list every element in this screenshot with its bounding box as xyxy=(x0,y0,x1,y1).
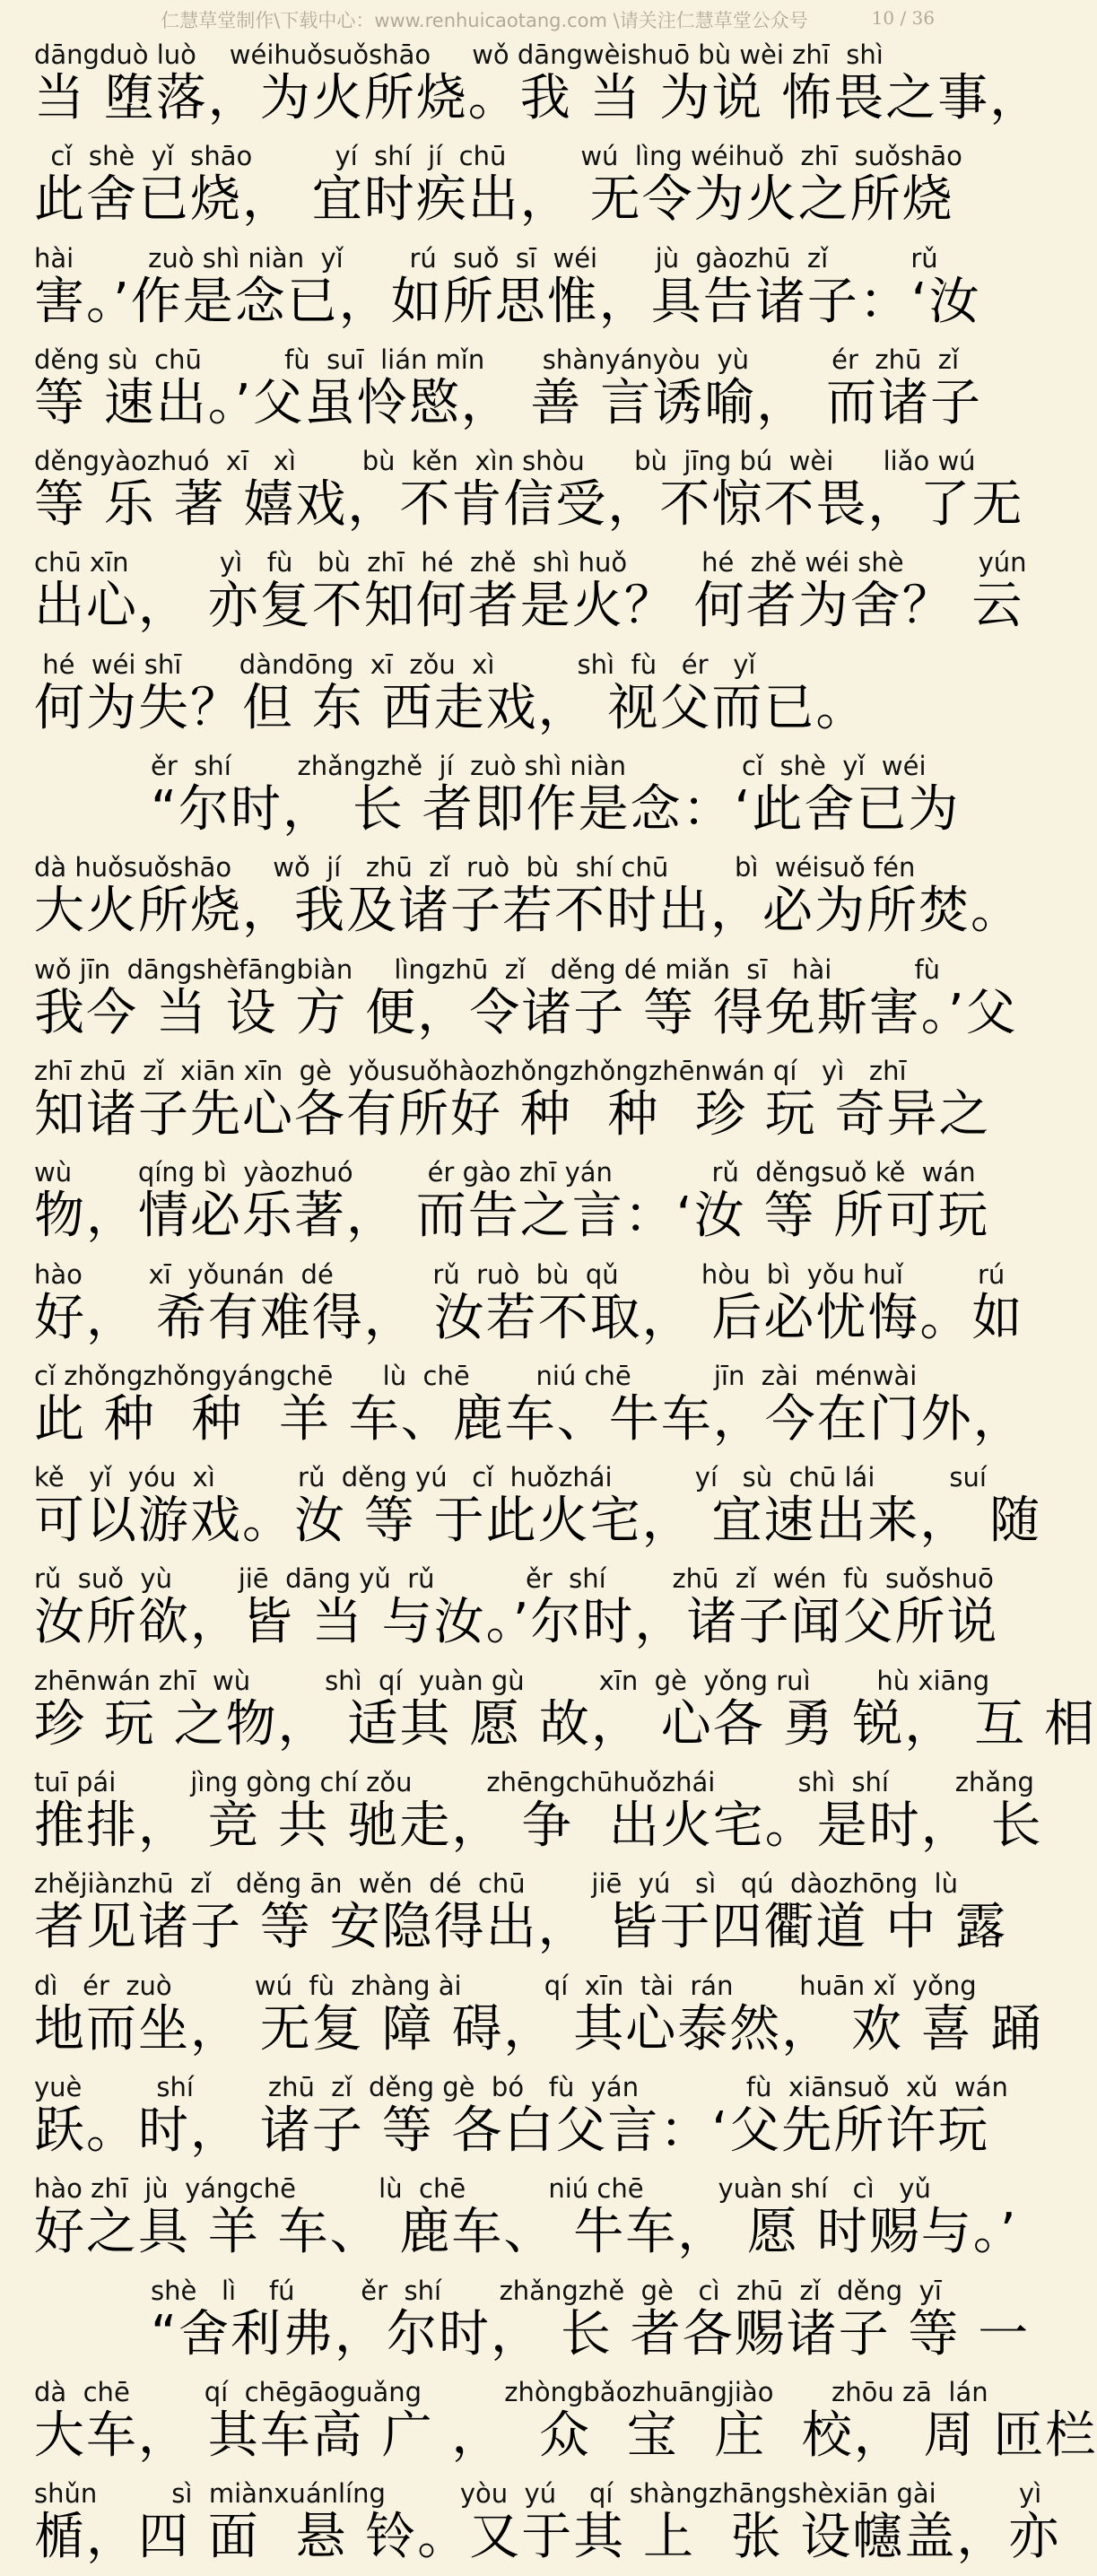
chinese-text: 大车， 其车高 广 ， 众 宝 庄 校， 周 匝栏 xyxy=(34,2406,1097,2465)
pinyin-annotation: zhēnwán zhī wù shì qí yuàn gù xīn gè yǒng ruì hù xiāng xyxy=(34,1665,990,1696)
text-line xyxy=(34,1355,1025,1457)
pinyin-annotation: shǔn sì miànxuánlíng yòu yú qí shàngzhāngshèxiān gài yì xyxy=(34,2478,1042,2510)
pinyin-annotation: hài zuò shì niàn yǐ rú suǒ sī wéi jù gàozhū zǐ rǔ xyxy=(34,242,938,274)
pinyin-annotation: wù qíng bì yàozhuó ér gào zhī yán rǔ děngsuǒ kě wán xyxy=(34,1157,976,1188)
chinese-text: 等 乐 著 嬉戏，不肯信受，不惊不畏，了无 xyxy=(34,475,1024,535)
chinese-text: 跃。时， 诸子 等 各白父言：‘父先所许玩 xyxy=(34,2101,990,2160)
text-line xyxy=(34,1050,991,1152)
text-line xyxy=(34,2371,1097,2473)
chinese-text: 此 种 种 羊 车、鹿车、牛车，今在门外， xyxy=(34,1389,1025,1449)
pinyin-annotation: zhějiànzhū zǐ děng ān wěn dé chū jiē yú sì qú dàozhōng lù xyxy=(34,1868,958,1900)
chinese-text: “尔时， 长 者即作是念：‘此舍已为 xyxy=(151,780,961,840)
chinese-text: 珍 玩 之物， 适其 愿 故， 心各 勇 锐， 互 相 xyxy=(34,1694,1097,1754)
text-line xyxy=(34,339,983,440)
text-line xyxy=(34,1558,999,1659)
pinyin-annotation: cǐ shè yǐ shāo yí shí jí chū wú lìng wéihuǒ zhī suǒshāo xyxy=(34,141,962,172)
text-line xyxy=(34,2168,1018,2269)
text-line xyxy=(34,949,1018,1050)
chinese-text: 可以游戏。汝 等 于此火宅， 宜速出来， 随 xyxy=(34,1492,1042,1551)
page-number: 10 / 36 xyxy=(871,7,935,29)
pinyin-annotation: yuè shí zhū zǐ děng gè bó fù yán fù xiānsuǒ xǔ wán xyxy=(34,2071,1008,2102)
pinyin-annotation: dà chē qí chēgāoguǎng zhòngbǎozhuāngjiào zhōu zā lán xyxy=(34,2376,988,2407)
text-line xyxy=(34,135,969,237)
chinese-text: 好之具 羊 车、 鹿车、 牛车， 愿 时赐与。’ xyxy=(34,2203,1018,2262)
pinyin-annotation: ěr shí zhǎngzhě jí zuò shì niàn cǐ shè yǐ wéi xyxy=(151,751,927,782)
text-line xyxy=(34,1660,1097,1762)
chinese-text: 出心， 亦复不知何者是火？ 何者为舍？ 云 xyxy=(34,577,1024,636)
pinyin-annotation: hé wéi shī dàndōng xī zǒu xì shì fù ér yǐ xyxy=(34,648,756,680)
text-line xyxy=(34,1762,1043,1863)
chinese-text: 好， 希有难得， 汝若不取， 后必忧悔。如 xyxy=(34,1288,1024,1347)
text-line xyxy=(34,847,1023,948)
chinese-text: 知诸子先心各有所好 种 种 珍 玩 奇异之 xyxy=(34,1084,991,1144)
header-watermark-text: 仁慧草堂制作\下载中心：www.renhuicaotang.com \请关注仁慧草堂公众号 xyxy=(161,10,808,31)
text-line xyxy=(34,2067,1008,2168)
text-line xyxy=(34,2270,1031,2371)
text-line xyxy=(34,745,969,847)
pinyin-annotation: děng sù chū fù suī lián mǐn shànyányòu yù ér zhū zǐ xyxy=(34,344,960,375)
pinyin-annotation: kě yǐ yóu xì rǔ děng yú cǐ huǒzhái yí sù chū lái suí xyxy=(34,1462,987,1493)
pinyin-annotation: rǔ suǒ yù jiē dāng yǔ rǔ ěr shí zhū zǐ wén fù suǒshuō xyxy=(34,1563,994,1595)
pinyin-annotation: wǒ jīn dāngshèfāngbiàn lìngzhū zǐ děng dé miǎn sī hài fù xyxy=(34,953,941,985)
chinese-text: 等 速出。’父虽怜愍， 善 言诱喻， 而诸子 xyxy=(34,373,983,432)
text-line xyxy=(34,1863,1008,1964)
text-line xyxy=(34,34,1042,135)
chinese-text: 此舍已烧， 宜时疾出， 无令为火之所烧 xyxy=(34,170,954,230)
pinyin-annotation: shè lì fú ěr shí zhǎngzhě gè cì zhū zǐ děng yī xyxy=(151,2275,942,2306)
chinese-text: 当 堕落，为火所烧。我 当 为说 怖畏之事， xyxy=(34,69,1042,127)
chinese-text: 楯，四 面 悬 铃。又于其 上 张 设幰盖，亦 xyxy=(34,2508,1061,2567)
pinyin-annotation: zhī zhū zǐ xiān xīn gè yǒusuǒhàozhǒngzhǒngzhēnwán qí yì zhī xyxy=(34,1055,907,1086)
chinese-text: 者见诸子 等 安隐得出， 皆于四衢道 中 露 xyxy=(34,1898,1008,1957)
pinyin-annotation: cǐ zhǒngzhǒngyángchē lù chē niú chē jīn zài ménwài xyxy=(34,1360,918,1391)
pinyin-annotation: děngyàozhuó xī xì bù kěn xìn shòu bù jīng bú wèi liǎo wú xyxy=(34,446,976,477)
scripture-text-body xyxy=(0,34,1097,2574)
chinese-text: 地而坐， 无复 障 碍， 其心泰然， 欢 喜 踊 xyxy=(34,1999,1043,2058)
text-line xyxy=(34,542,1027,643)
chinese-text: 何为失？但 东 西走戏， 视父而已。 xyxy=(34,678,868,737)
text-line xyxy=(34,1254,1024,1355)
text-line xyxy=(34,440,1024,542)
chinese-text: 汝所欲，皆 当 与汝。’尔时，诸子闻父所说 xyxy=(34,1593,999,1652)
pinyin-annotation: dà huǒsuǒshāo wǒ jí zhū zǐ ruò bù shí chū bì wéisuǒ fén xyxy=(34,852,916,883)
chinese-text: 害。’作是念已，如所思惟，具告诸子：‘汝 xyxy=(34,272,981,331)
pinyin-annotation: dì ér zuò wú fù zhàng ài qí xīn tài rán huān xǐ yǒng xyxy=(34,1970,977,2001)
pinyin-annotation: chū xīn yì fù bù zhī hé zhě shì huǒ hé zhě wéi shè yún xyxy=(34,547,1027,579)
chinese-text: 大火所烧，我及诸子若不时出，必为所焚。 xyxy=(34,882,1023,941)
text-line xyxy=(34,2473,1061,2574)
text-line xyxy=(34,644,969,745)
chinese-text: 推排， 竞 共 驰走， 争 出火宅。是时， 长 xyxy=(34,1797,1043,1856)
text-line xyxy=(34,238,981,339)
chinese-text: 我今 当 设 方 便，令诸子 等 得免斯害。’父 xyxy=(34,983,1018,1042)
text-line xyxy=(34,1152,990,1253)
chinese-text: “舍利弗，尔时， 长 者各赐诸子 等 一 xyxy=(151,2304,1031,2363)
text-line xyxy=(34,1457,1042,1558)
pinyin-annotation: dāngduò luò wéihuǒsuǒshāo wǒ dāngwèishuō bù wèi zhī shì xyxy=(34,39,884,70)
text-line xyxy=(34,1965,1043,2067)
chinese-text: 物，情必乐著， 而告之言：‘汝 等 所可玩 xyxy=(34,1187,990,1246)
pinyin-annotation: tuī pái jìng gòng chí zǒu zhēngchūhuǒzhái shì shí zhǎng xyxy=(34,1767,1034,1798)
pinyin-annotation: hào zhī jù yángchē lù chē niú chē yuàn shí cì yǔ xyxy=(34,2173,931,2205)
pinyin-annotation: hào xī yǒunán dé rǔ ruò bù qǔ hòu bì yǒu huǐ rú xyxy=(34,1258,1006,1290)
